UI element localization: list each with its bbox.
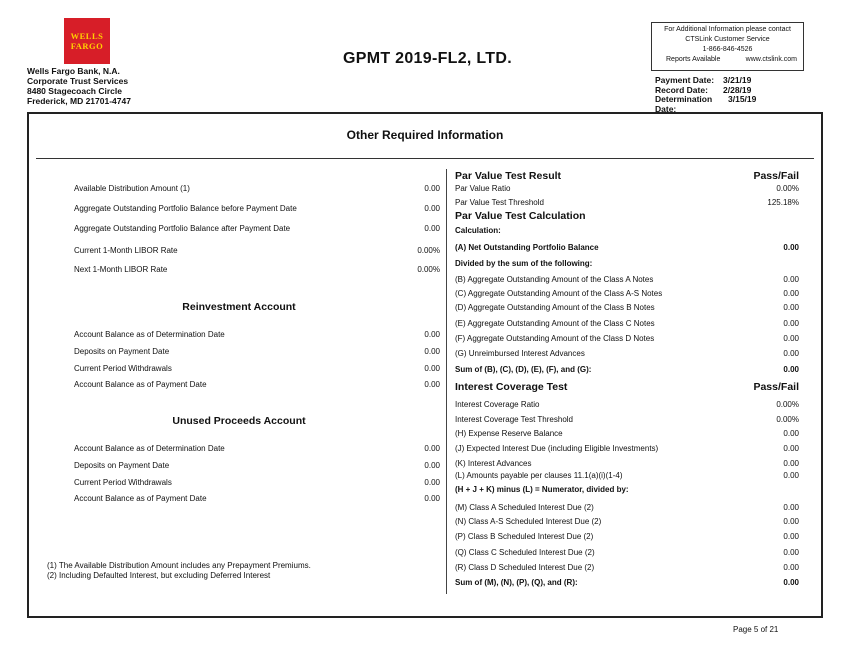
row-value: 0.00%	[776, 400, 799, 409]
row-label: (D) Aggregate Outstanding Amount of the Class B Notes	[455, 303, 655, 312]
row-value: 0.00	[783, 503, 799, 512]
row-label: (F) Aggregate Outstanding Amount of the Class D Notes	[455, 334, 655, 343]
row-label: Aggregate Outstanding Portfolio Balance after Payment Date	[74, 224, 291, 233]
numerator-label: (H + J + K) minus (L) = Numerator, divided by:	[455, 485, 629, 494]
row-value: 0.00	[424, 478, 440, 487]
par-pass-fail-label: Pass/Fail	[753, 170, 799, 182]
calculation-label: Calculation:	[455, 226, 501, 235]
contact-line2: CTSLink Customer Service	[685, 36, 770, 43]
row-value: 0.00	[783, 289, 799, 298]
row-value: 0.00	[783, 459, 799, 468]
row-label: (P) Class B Scheduled Interest Due (2)	[455, 532, 594, 541]
row-value: 0.00	[783, 471, 799, 480]
row-label: Current Period Withdrawals	[74, 478, 172, 487]
row-label: Par Value Test Threshold	[455, 198, 544, 207]
record-date-label: Record Date:	[655, 84, 708, 95]
row-value: 0.00	[783, 563, 799, 572]
row-value: 0.00	[424, 184, 440, 193]
reinvestment-account-title: Reinvestment Account	[182, 301, 296, 313]
contact-phone: 1-866-846-4526	[702, 46, 753, 53]
row-value: 0.00	[424, 444, 440, 453]
bank-address2: Frederick, MD 21701-4747	[27, 96, 131, 106]
row-label: Account Balance as of Determination Date	[74, 330, 225, 339]
row-label: Current Period Withdrawals	[74, 364, 172, 373]
row-value: 125.18%	[767, 198, 799, 207]
row-label: (E) Aggregate Outstanding Amount of the Class C Notes	[455, 319, 655, 328]
row-value: 0.00	[783, 429, 799, 438]
bank-name: Wells Fargo Bank, N.A.	[27, 66, 120, 76]
payment-date-label: Payment Date:	[655, 75, 715, 85]
row-value: 0.00%	[776, 184, 799, 193]
row-label: Deposits on Payment Date	[74, 461, 170, 470]
row-label: (R) Class D Scheduled Interest Due (2)	[455, 563, 595, 572]
report-frame	[27, 112, 823, 618]
contact-url-link[interactable]: www.ctslink.com	[745, 56, 797, 63]
row-label: (K) Interest Advances	[455, 459, 532, 468]
row-label: Account Balance as of Payment Date	[74, 380, 207, 389]
column-divider	[446, 169, 447, 594]
row-value: 0.00	[424, 330, 440, 339]
dates-block	[655, 76, 756, 115]
contact-line1: For Additional Information please contact	[664, 26, 791, 33]
unused-proceeds-title: Unused Proceeds Account	[172, 415, 306, 427]
row-label: Current 1-Month LIBOR Rate	[74, 246, 178, 255]
row-label: Aggregate Outstanding Portfolio Balance before Payment Date	[74, 204, 297, 213]
row-label: (C) Aggregate Outstanding Amount of the Class A-S Notes	[455, 289, 663, 298]
row-label: Sum of (M), (N), (P), (Q), and (R):	[455, 578, 578, 587]
row-label: Interest Coverage Test Threshold	[455, 415, 573, 424]
row-value: 0.00	[424, 224, 440, 233]
record-date-value: 2/28/19	[723, 84, 752, 95]
bank-address-block	[27, 66, 131, 106]
row-value: 0.00%	[417, 246, 440, 255]
title-divider	[36, 158, 814, 159]
row-value: 0.00	[783, 334, 799, 343]
footnote-2: (2) Including Defaulted Interest, but excluding Deferred Interest	[47, 571, 271, 580]
row-value: 0.00	[783, 319, 799, 328]
row-value: 0.00	[783, 444, 799, 453]
row-value: 0.00	[783, 532, 799, 541]
row-label: Account Balance as of Payment Date	[74, 494, 207, 503]
par-result-title: Par Value Test Result	[455, 170, 562, 182]
row-label: (H) Expense Reserve Balance	[455, 429, 563, 438]
logo-line1: WELLS	[70, 31, 104, 41]
row-value: 0.00	[424, 380, 440, 389]
row-value: 0.00%	[776, 415, 799, 424]
row-label: (L) Amounts payable per clauses 11.1(a)(i)(1-4)	[455, 471, 623, 480]
row-value: 0.00	[783, 303, 799, 312]
row-value: 0.00%	[417, 265, 440, 274]
row-label: (M) Class A Scheduled Interest Due (2)	[455, 503, 594, 512]
row-label: (N) Class A-S Scheduled Interest Due (2)	[455, 517, 602, 526]
row-value: 0.00	[783, 275, 799, 284]
row-label: (G) Unreimbursed Interest Advances	[455, 349, 585, 358]
ic-title: Interest Coverage Test	[455, 381, 568, 393]
row-value: 0.00	[783, 349, 799, 358]
section-title: Other Required Information	[346, 128, 504, 142]
row-value: 0.00	[783, 517, 799, 526]
row-value: 0.00	[424, 364, 440, 373]
footnotes	[47, 561, 311, 581]
row-label: Sum of (B), (C), (D), (E), (F), and (G):	[455, 365, 592, 374]
row-value: 0.00	[424, 494, 440, 503]
footnote-1: (1) The Available Distribution Amount includes any Prepayment Premiums.	[47, 561, 311, 570]
row-label: Available Distribution Amount (1)	[74, 184, 190, 193]
document-title: GPMT 2019-FL2, LTD.	[343, 50, 512, 67]
row-value: 0.00	[783, 243, 799, 252]
divided-label: Divided by the sum of the following:	[455, 259, 593, 268]
bank-dept: Corporate Trust Services	[27, 76, 129, 86]
row-label: (A) Net Outstanding Portfolio Balance	[455, 243, 599, 252]
row-label: (B) Aggregate Outstanding Amount of the Class A Notes	[455, 275, 654, 284]
row-value: 0.00	[783, 578, 799, 587]
contact-box	[651, 22, 804, 71]
row-label: (J) Expected Interest Due (including Eligible Investments)	[455, 444, 659, 453]
row-value: 0.00	[424, 347, 440, 356]
row-label: (Q) Class C Scheduled Interest Due (2)	[455, 548, 595, 557]
contact-reports-row	[652, 55, 803, 65]
ic-pass-fail-label: Pass/Fail	[753, 381, 799, 393]
row-label: Account Balance as of Determination Date	[74, 444, 225, 453]
row-value: 0.00	[424, 204, 440, 213]
row-value: 0.00	[783, 548, 799, 557]
bank-address1: 8480 Stagecoach Circle	[27, 86, 122, 96]
determination-date-label: Determination Date:	[655, 94, 713, 115]
logo-line2: FARGO	[70, 41, 104, 51]
contact-reports-label: Reports Available	[666, 56, 721, 63]
row-value: 0.00	[783, 365, 799, 374]
par-calc-title-text: Par Value Test Calculation	[455, 210, 586, 222]
payment-date-value: 3/21/19	[723, 75, 752, 85]
determination-date-value: 3/15/19	[728, 94, 757, 105]
row-label: Interest Coverage Ratio	[455, 400, 540, 409]
row-label: Next 1-Month LIBOR Rate	[74, 265, 168, 274]
row-label: Deposits on Payment Date	[74, 347, 170, 356]
page-number: Page 5 of 21	[733, 625, 779, 634]
row-value: 0.00	[424, 461, 440, 470]
row-label: Par Value Ratio	[455, 184, 511, 193]
